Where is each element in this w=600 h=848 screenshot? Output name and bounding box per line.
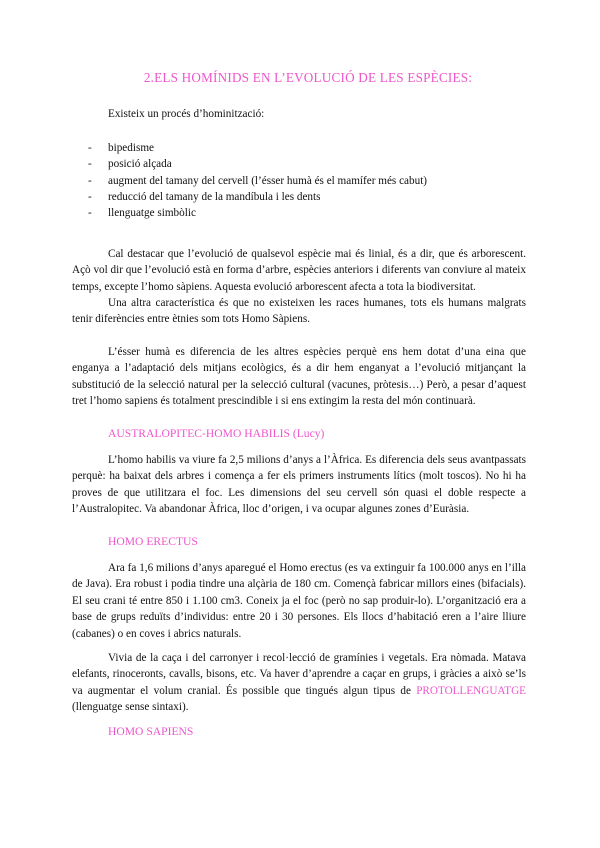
list-item [72,173,526,189]
section-heading-erectus: HOMO ERECTUS [108,534,198,548]
page-title: 2.ELS HOMÍNIDS EN L’EVOLUCIÓ DE LES ESPÈCIES: [143,70,473,85]
erectus-2-text-after: (llenguatge sense sintaxi). [72,701,189,714]
paragraph-human-difference: L’ésser humà es diferencia de les altres espècies perquè ens hem dotat d’una eina que enganya a l’adaptació dels mitjans ecològics, és a dir hem enganyat a l’evolució mitjançant la substitució de la selecció natural per la selecció cultural (vacunes, pròtesis…) Però, a pesar d’aquest tret l’homo sapiens és totalment prescindible i si ens extingim la resta del món continuarà. [72,345,526,408]
list-item-text: posició alçada [108,158,172,171]
list-item-text: reducció del tamany de la mandíbula i les dents [108,191,321,204]
hominization-list [72,140,526,222]
list-item [72,156,526,172]
bullet-dash: - [88,207,92,220]
list-item-text: bipedisme [108,141,154,154]
document-content [72,70,526,750]
paragraph-evolution: Cal destacar que l’evolució de qualsevol espècie mai és linial, és a dir, que és arborescent. Açò vol dir que l’evolució està en forma d’arbre, espècies anteriors i diferents van conviure al mateix temps, excepte l’homo sàpiens. Aquesta evolució arborescent afecta a tota la biodiversitat. [72,247,526,293]
bullet-dash: - [88,141,92,154]
bullet-dash: - [88,158,92,171]
section-heading-australopitec: AUSTRALOPITEC-HOMO HABILIS (Lucy) [108,426,325,440]
bullet-dash: - [88,191,92,204]
intro-text: Existeix un procés d’hominització: [108,108,265,121]
erectus-2-text-before: Vivia de la caça i del carronyer i recol·lecció de gramínies i vegetals. Era nòmada. Matava elefants, rinoceronts, cavalls, bisons, etc. Va haver d’aprendre a caçar en grups, i gràcies a això se’ls va augmentar el volum cranial. És possible que tingués algun tipus de [72,651,526,697]
list-item-text: llenguatge simbòlic [108,207,196,220]
section-heading-sapiens: HOMO SAPIENS [108,724,194,738]
paragraph-erectus-1: Ara fa 1,6 milions d’anys aparegué el Homo erectus (es va extinguir fa 100.000 anys en l’illa de Java). Era robust i podia tindre una alçària de 180 cm. Començà fabricar millors eines (bifacials). El seu crani té entre 850 i 1.100 cm3. Coneix ja el foc (però no sap produir-lo). L’organització era a base de grups reduïts d’individus: entre 20 i 30 persones. Els llocs d’habitació eren a l’aire lliure (cabanes) o en coves i abrics naturals. [72,561,526,640]
protollenguatge-term: PROTOLLENGUATGE [416,684,526,697]
bullet-dash: - [88,174,92,187]
list-item [72,205,526,221]
list-item [72,189,526,205]
list-item [72,140,526,156]
paragraph-erectus-2 [72,650,526,716]
paragraph-homo-habilis: L’homo habilis va viure fa 2,5 milions d’anys a l’Àfrica. Es diferencia dels seus avantpassats perquè: ha baixat dels arbres i comença a fer els primers instruments lítics (molt toscos). No hi ha proves de que utilitzara el foc. Les dimensions del seu cervell són quasi el doble respecte a l’Australopitec. Va abandonar Àfrica, lloc d’origen, i va ocupar algunes zones d’Euràsia. [72,453,526,516]
paragraph-races: Una altra característica és que no existeixen les races humanes, tots els humans malgrats tenir diferències entre ètnies som tots Homo Sàpiens. [72,297,526,326]
list-item-text: augment del tamany del cervell (l’ésser humà és el mamífer més cabut) [108,174,428,187]
